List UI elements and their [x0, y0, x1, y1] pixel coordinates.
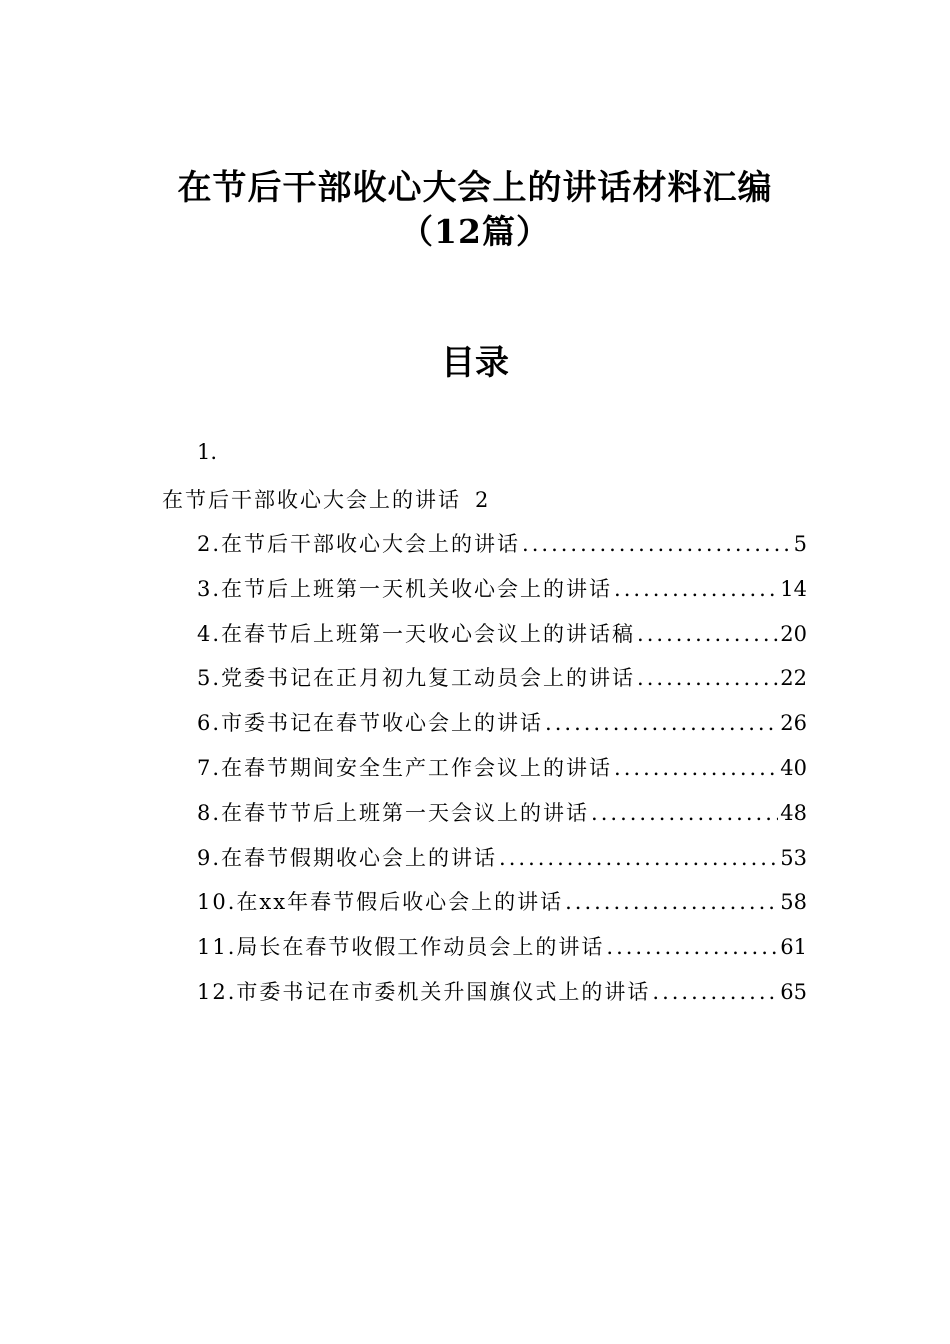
toc-entry[interactable]	[197, 573, 807, 618]
toc-entry-page: 26	[780, 711, 807, 736]
toc-entry-label: 8.在春节节后上班第一天会议上的讲话	[197, 800, 590, 825]
toc-dot-leader	[614, 577, 778, 601]
toc-entry-page: 58	[780, 890, 807, 915]
toc-entry-page: 40	[780, 755, 807, 780]
toc-entry[interactable]	[197, 842, 807, 887]
toc-entry-1-label: 在节后干部收心大会上的讲话	[162, 488, 461, 512]
toc-entry-1-number[interactable]: 1.	[197, 440, 218, 464]
toc-entry-label: 10.在xx年春节假后收心会上的讲话	[197, 890, 564, 915]
toc-entry-page: 53	[780, 845, 807, 870]
toc-entry[interactable]	[197, 976, 807, 1021]
toc-entry-label: 4.在春节后上班第一天收心会议上的讲话稿	[197, 621, 636, 646]
toc-dot-leader	[614, 756, 778, 780]
toc-entry-page: 61	[780, 935, 807, 960]
toc-entry-1-page: 2	[475, 488, 491, 512]
toc-dot-leader	[606, 935, 778, 959]
toc-entry[interactable]	[197, 931, 807, 976]
toc-entry[interactable]	[197, 752, 807, 797]
toc-entry-page: 20	[780, 621, 807, 646]
toc-entry-label: 6.市委书记在春节收心会上的讲话	[197, 711, 544, 736]
document-subtitle: （12篇）	[400, 212, 550, 251]
toc-dot-leader	[522, 532, 792, 556]
toc-entry[interactable]	[197, 886, 807, 931]
toc-entry[interactable]	[197, 618, 807, 663]
toc-heading: 目录	[441, 343, 509, 383]
toc-dot-leader	[637, 666, 778, 690]
toc-entry-page: 48	[780, 800, 807, 825]
toc-dot-leader	[637, 622, 778, 646]
document-title: 在节后干部收心大会上的讲话材料汇编	[177, 168, 773, 208]
toc-entry-page: 5	[793, 532, 807, 556]
toc-entry[interactable]	[197, 797, 807, 842]
toc-dot-leader	[499, 846, 778, 870]
toc-entry-label: 7.在春节期间安全生产工作会议上的讲话	[197, 755, 613, 780]
toc-dot-leader	[565, 890, 778, 914]
toc-entry[interactable]	[197, 662, 807, 707]
toc-entry-label: 9.在春节假期收心会上的讲话	[197, 845, 498, 870]
toc-dot-leader	[545, 711, 778, 735]
toc-dot-leader	[652, 980, 778, 1004]
toc-list	[197, 528, 807, 1021]
toc-entry-1[interactable]	[162, 484, 490, 514]
toc-entry-page: 65	[780, 979, 807, 1004]
toc-entry[interactable]	[197, 528, 807, 573]
toc-entry-label: 3.在节后上班第一天机关收心会上的讲话	[197, 576, 613, 601]
toc-entry-label: 11.局长在春节收假工作动员会上的讲话	[197, 935, 605, 960]
toc-entry[interactable]	[197, 707, 807, 752]
toc-dot-leader	[591, 801, 778, 825]
toc-entry-page: 14	[780, 576, 807, 601]
toc-entry-label: 12.市委书记在市委机关升国旗仪式上的讲话	[197, 979, 651, 1004]
toc-entry-label: 5.党委书记在正月初九复工动员会上的讲话	[197, 666, 636, 691]
toc-entry-page: 22	[780, 666, 807, 691]
toc-entry-label: 2.在节后干部收心大会上的讲话	[197, 532, 521, 556]
